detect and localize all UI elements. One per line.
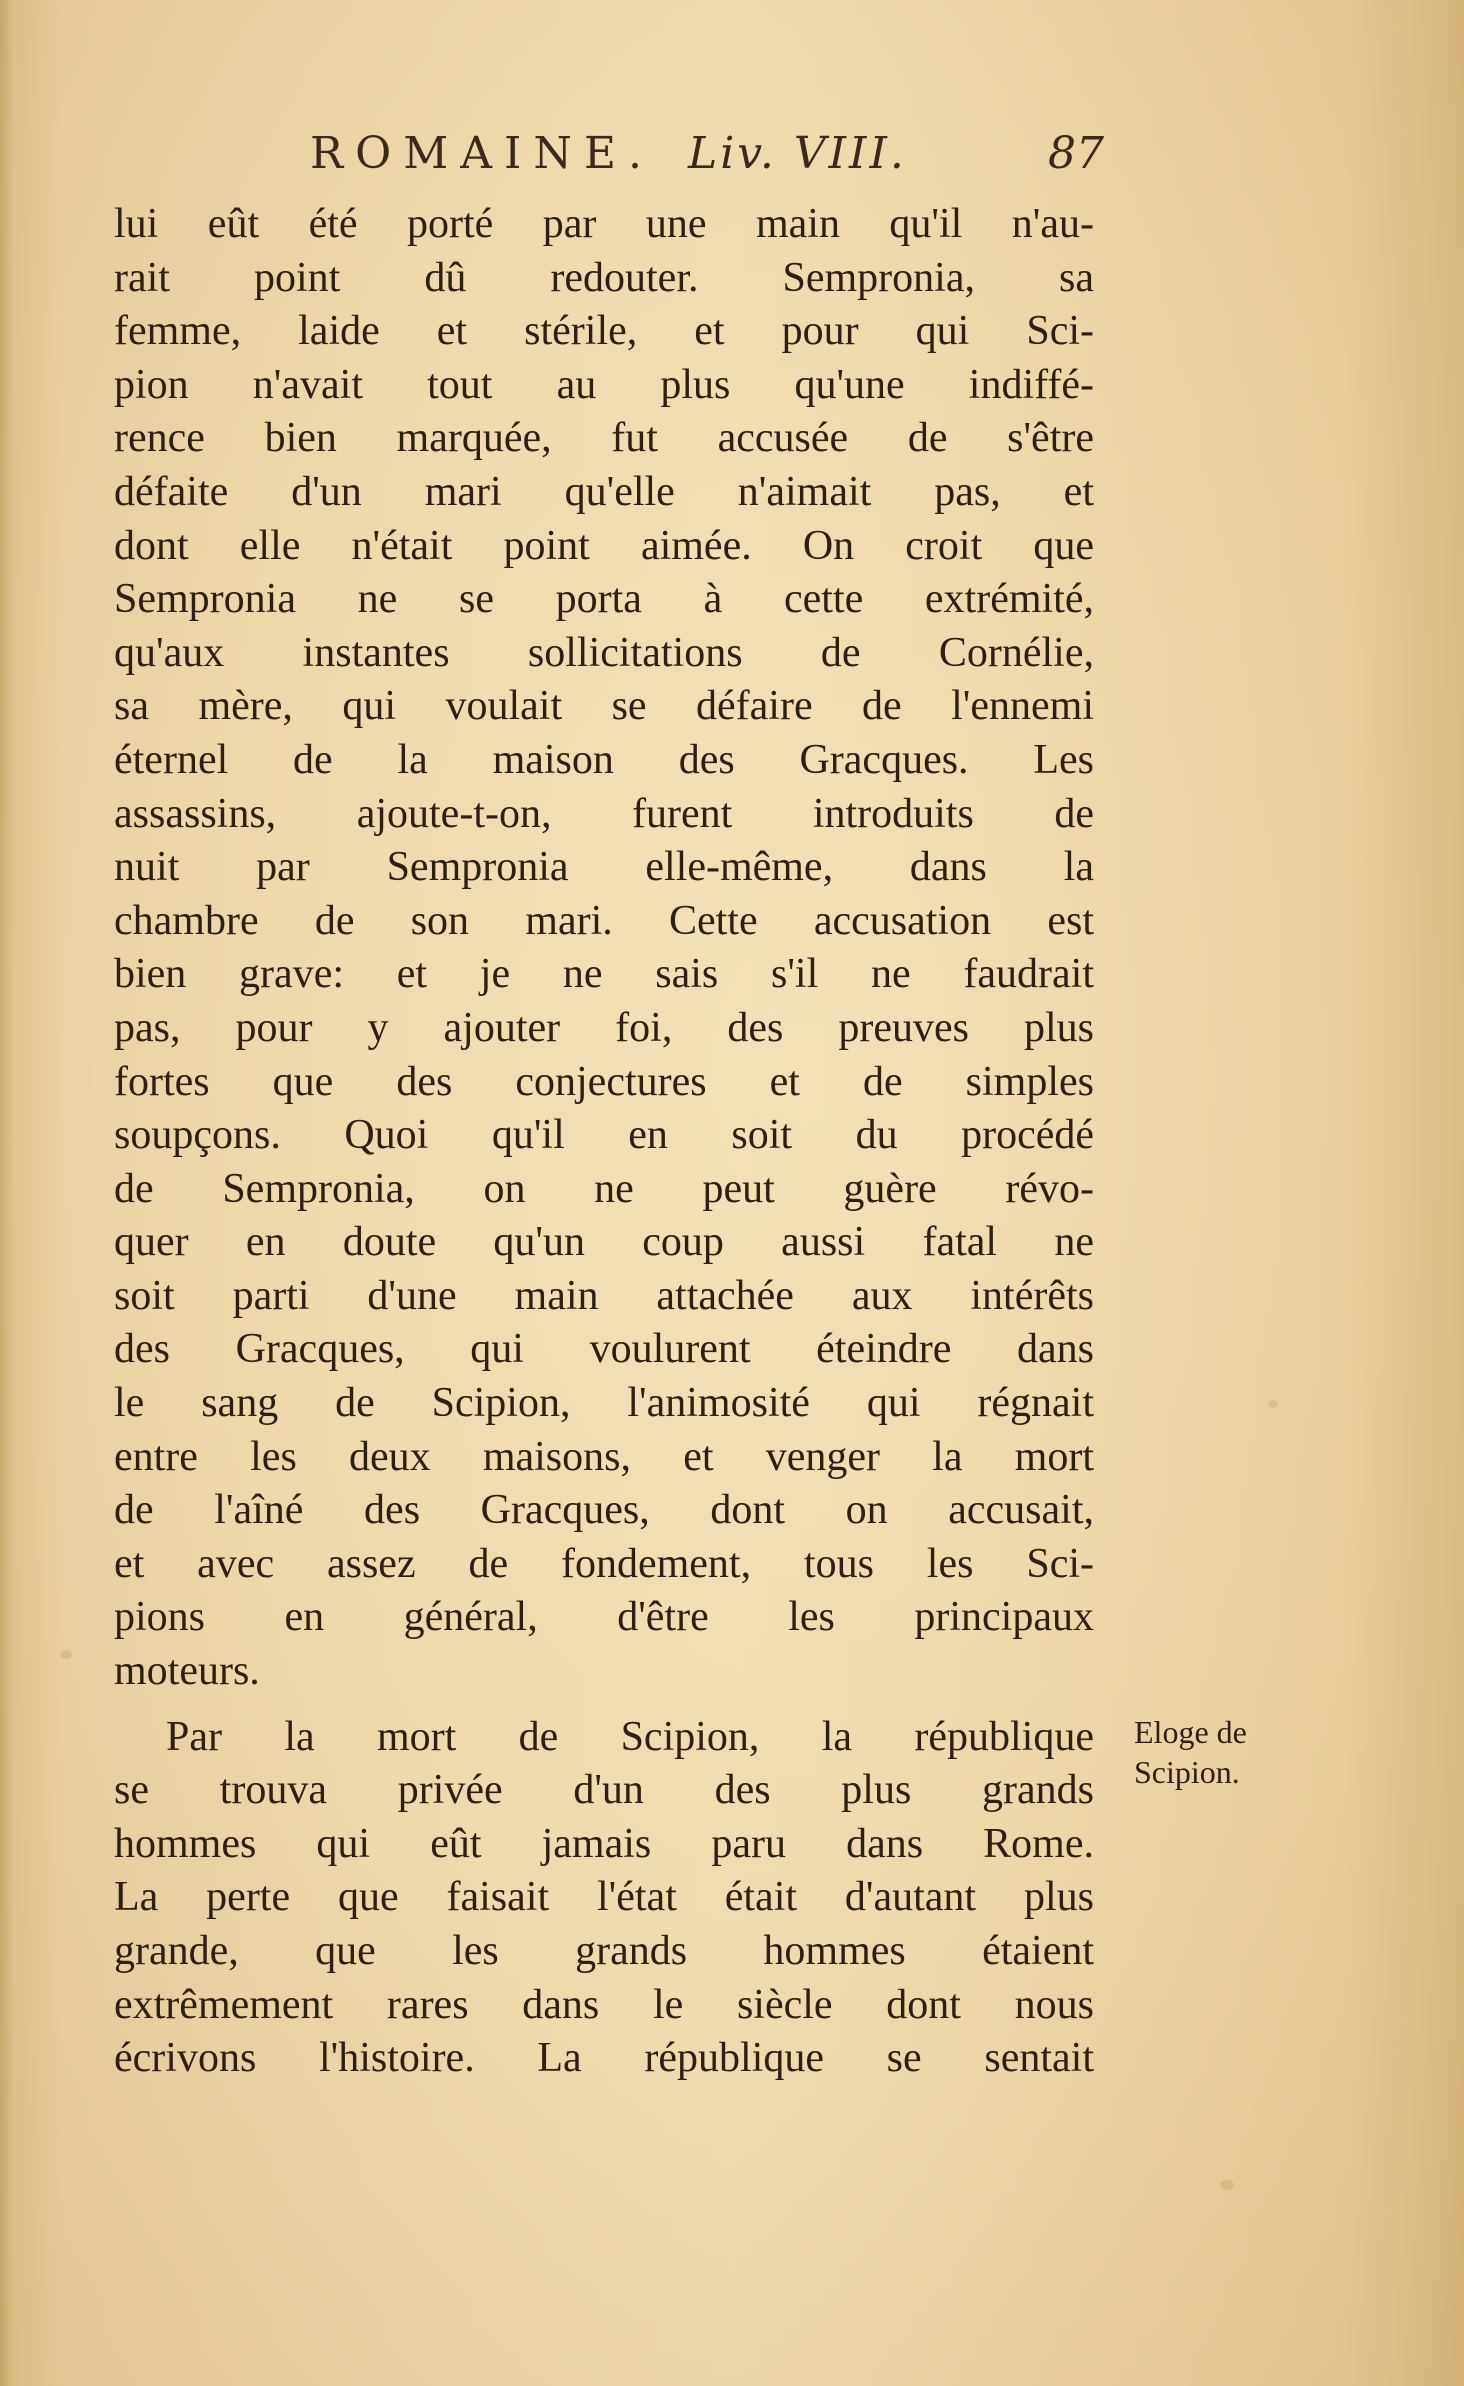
text-line: hommes qui eût jamais paru dans Rome. — [114, 1820, 1094, 1867]
text-line: moteurs. — [114, 1648, 260, 1695]
text-line: le sang de Scipion, l'animosité qui régnait — [114, 1380, 1094, 1427]
margin-note-line: Scipion. — [1134, 1754, 1240, 1790]
text-line: pion n'avait tout au plus qu'une indiffé- — [114, 361, 1094, 408]
text-line: lui eût été porté par une main qu'il n'au- — [114, 201, 1094, 247]
text-line: pas, pour y ajouter foi, des preuves plus — [114, 1004, 1094, 1051]
foxing-spot — [1268, 1400, 1278, 1408]
text-line: soupçons. Quoi qu'il en soit du procédé — [114, 1112, 1094, 1159]
text-line: chambre de son mari. Cette accusation est — [114, 897, 1094, 944]
text-line: Par la mort de Scipion, la république — [166, 1713, 1094, 1760]
paragraph-gap — [114, 1699, 1094, 1711]
text-line: assassins, ajoute-t-on, furent introduits de — [114, 790, 1094, 837]
paragraph — [114, 1711, 1094, 2086]
page-number: 87 — [1048, 128, 1104, 179]
margin-note — [1134, 1712, 1304, 1792]
paragraph — [114, 198, 1094, 1699]
text-line: bien grave: et je ne sais s'il ne faudrait — [114, 951, 1094, 998]
text-line: rence bien marquée, fut accusée de s'être — [114, 415, 1094, 462]
running-head — [300, 128, 1120, 188]
text-line: entre les deux maisons, et venger la mort — [114, 1433, 1094, 1480]
text-line: femme, laide et stérile, et pour qui Sci- — [114, 308, 1094, 355]
text-line: écrivons l'histoire. La république se sentait — [114, 2035, 1094, 2082]
text-line: rait point dû redouter. Sempronia, sa — [114, 254, 1094, 301]
text-line: défaite d'un mari qu'elle n'aimait pas, et — [114, 468, 1094, 515]
text-line: fortes que des conjectures et de simples — [114, 1058, 1094, 1105]
foxing-spot — [60, 1650, 72, 1659]
text-line: de l'aîné des Gracques, dont on accusait, — [114, 1487, 1094, 1534]
text-line: de Sempronia, on ne peut guère révo- — [114, 1165, 1094, 1212]
text-line: des Gracques, qui voulurent éteindre dans — [114, 1326, 1094, 1373]
text-line: dont elle n'était point aimée. On croit que — [114, 522, 1094, 569]
body-text — [114, 198, 1094, 2086]
text-line: sa mère, qui voulait se défaire de l'ennemi — [114, 683, 1094, 730]
running-head-book: Liv. VIII. — [688, 128, 907, 179]
text-line: soit parti d'une main attachée aux intérêts — [114, 1272, 1094, 1319]
text-line: La perte que faisait l'état était d'autant plus — [114, 1874, 1094, 1921]
text-line: extrêmement rares dans le siècle dont nous — [114, 1981, 1094, 2028]
running-head-title: ROMAINE. — [310, 128, 655, 179]
text-line: éternel de la maison des Gracques. Les — [114, 736, 1094, 783]
foxing-spot — [1220, 2180, 1234, 2190]
text-line: Sempronia ne se porta à cette extrémité, — [114, 576, 1094, 623]
margin-note-line: Eloge de — [1134, 1714, 1247, 1750]
text-line: se trouva privée d'un des plus grands — [114, 1767, 1094, 1814]
text-line: nuit par Sempronia elle-même, dans la — [114, 844, 1094, 891]
text-line: qu'aux instantes sollicitations de Cornélie, — [114, 629, 1094, 676]
text-line: et avec assez de fondement, tous les Sci- — [114, 1540, 1094, 1587]
text-line: pions en général, d'être les principaux — [114, 1594, 1094, 1641]
text-line: grande, que les grands hommes étaient — [114, 1928, 1094, 1974]
text-line: quer en doute qu'un coup aussi fatal ne — [114, 1219, 1094, 1266]
